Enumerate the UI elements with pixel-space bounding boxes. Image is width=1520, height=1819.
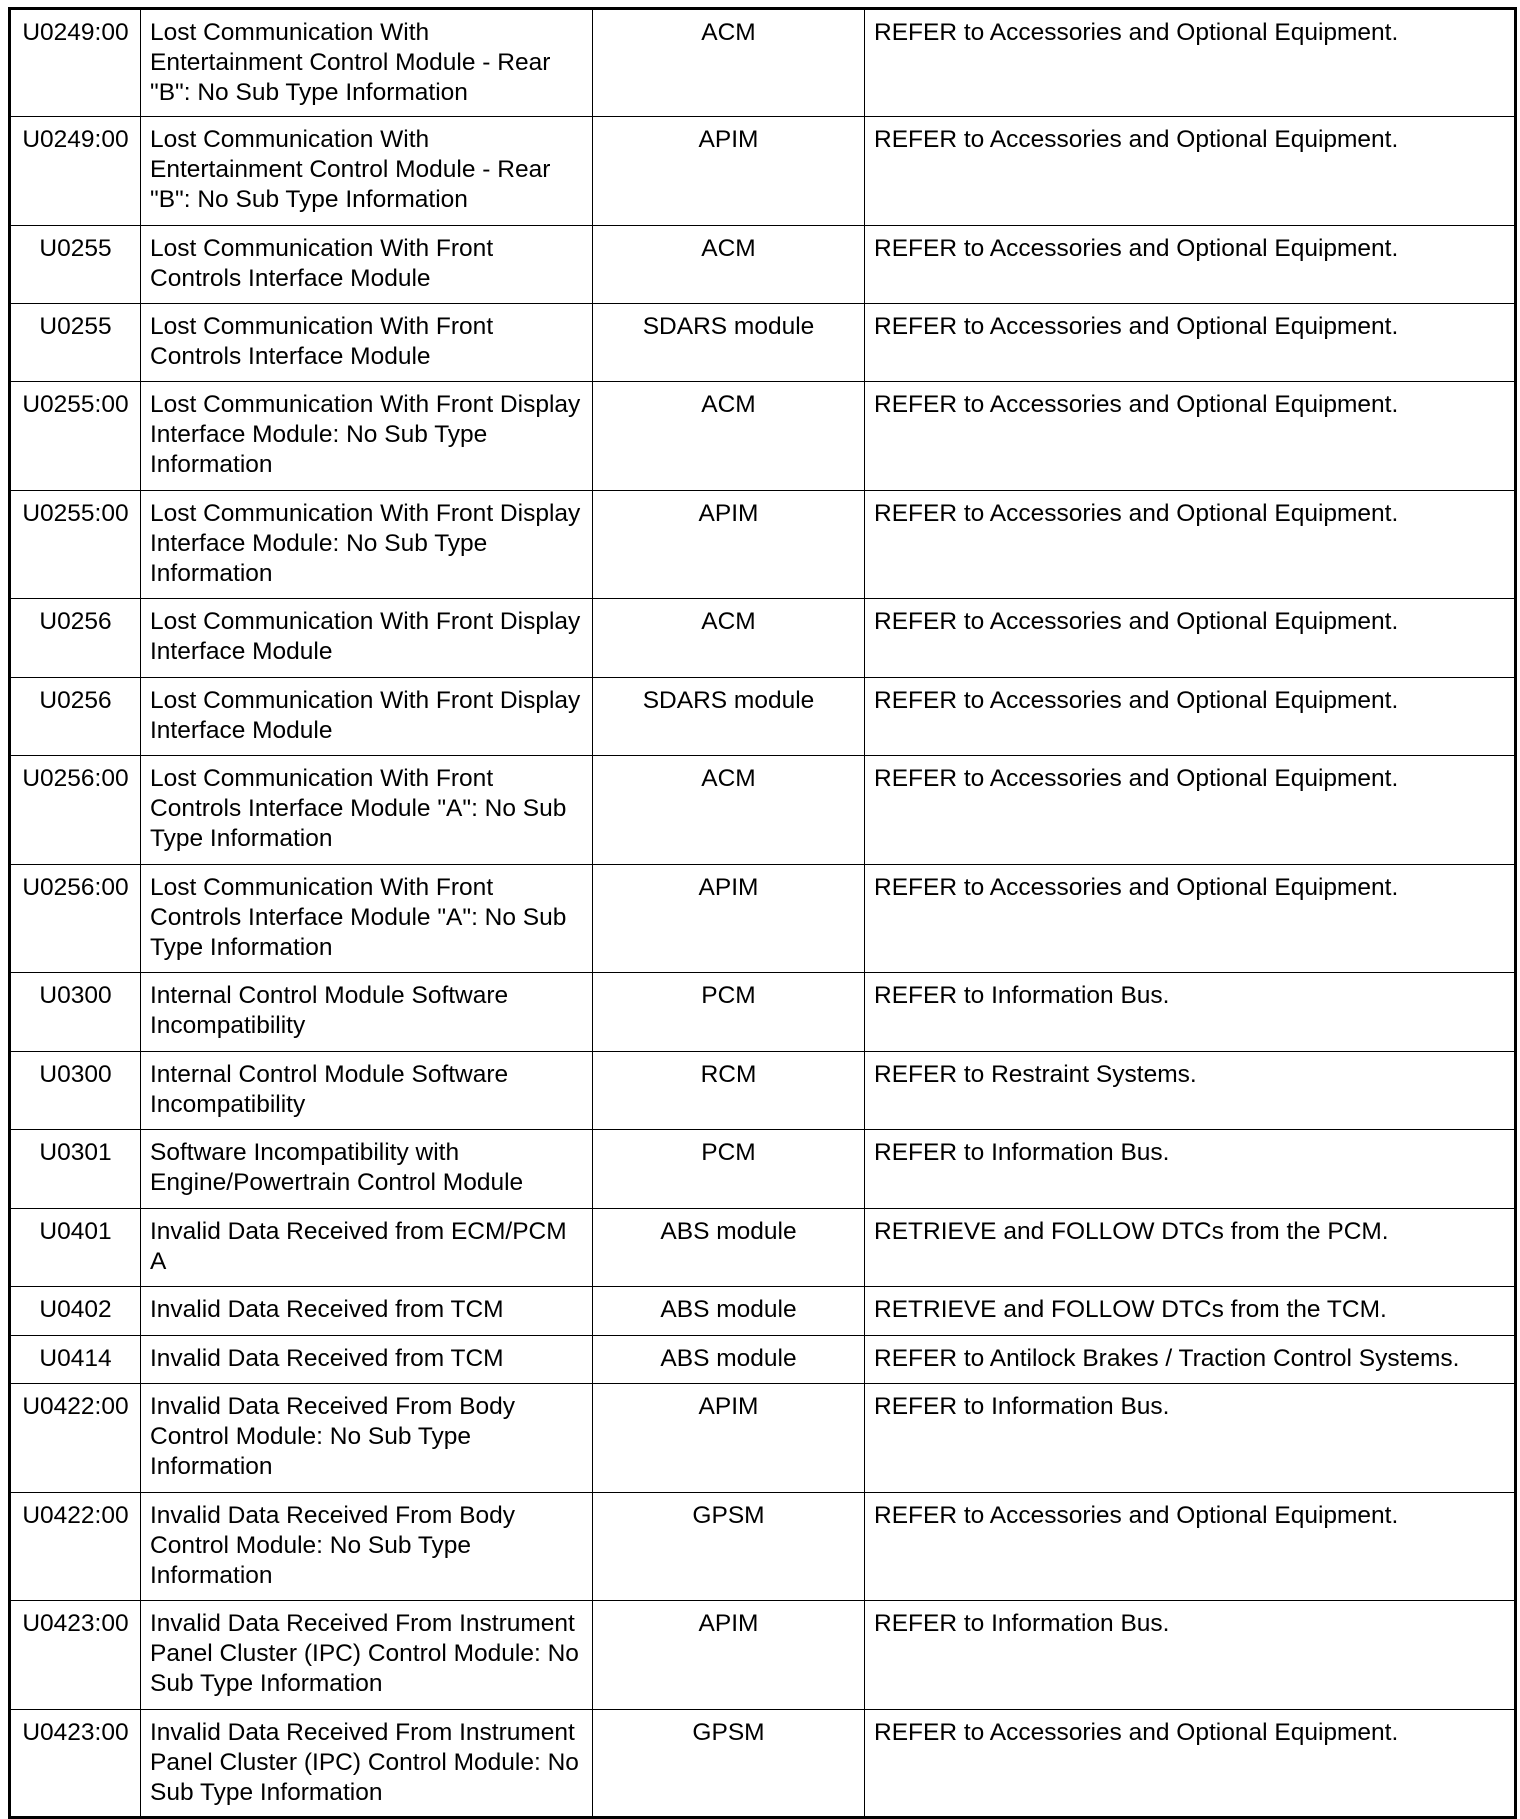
dtc-code-cell: U0255:00 — [10, 491, 141, 599]
dtc-description-cell: Invalid Data Received from TCM — [141, 1287, 593, 1336]
dtc-description-cell: Invalid Data Received From Body Control Module: No Sub Type Information — [141, 1493, 593, 1601]
module-cell: SDARS module — [593, 678, 865, 756]
dtc-description-cell: Lost Communication With Front Display Interface Module: No Sub Type Information — [141, 491, 593, 599]
action-cell: REFER to Restraint Systems. — [865, 1052, 1516, 1130]
dtc-description-cell: Lost Communication With Front Controls Interface Module "A": No Sub Type Information — [141, 756, 593, 865]
dtc-code-cell: U0256 — [10, 678, 141, 756]
dtc-code-cell: U0422:00 — [10, 1493, 141, 1601]
action-cell: REFER to Antilock Brakes / Traction Control Systems. — [865, 1336, 1516, 1384]
module-cell: GPSM — [593, 1710, 865, 1818]
dtc-code-cell: U0256:00 — [10, 865, 141, 973]
module-cell: APIM — [593, 491, 865, 599]
module-cell: SDARS module — [593, 304, 865, 382]
module-cell: ACM — [593, 226, 865, 304]
table-row — [10, 973, 1516, 1052]
dtc-code-cell: U0249:00 — [10, 117, 141, 226]
table-row — [10, 1384, 1516, 1493]
table-row — [10, 1287, 1516, 1336]
dtc-code-cell: U0414 — [10, 1336, 141, 1384]
module-cell: APIM — [593, 1384, 865, 1493]
dtc-description-cell: Invalid Data Received From Body Control Module: No Sub Type Information — [141, 1384, 593, 1493]
dtc-code-cell: U0402 — [10, 1287, 141, 1336]
action-cell: REFER to Accessories and Optional Equipment. — [865, 1493, 1516, 1601]
dtc-table-body — [10, 9, 1516, 1818]
dtc-description-cell: Lost Communication With Front Display Interface Module: No Sub Type Information — [141, 382, 593, 491]
dtc-description-cell: Invalid Data Received From Instrument Panel Cluster (IPC) Control Module: No Sub Type Information — [141, 1601, 593, 1710]
table-row — [10, 1601, 1516, 1710]
dtc-code-cell: U0300 — [10, 1052, 141, 1130]
dtc-code-cell: U0300 — [10, 973, 141, 1052]
dtc-code-cell: U0301 — [10, 1130, 141, 1209]
table-row — [10, 117, 1516, 226]
action-cell: REFER to Accessories and Optional Equipment. — [865, 1710, 1516, 1818]
dtc-description-cell: Lost Communication With Entertainment Control Module - Rear "B": No Sub Type Information — [141, 9, 593, 117]
module-cell: PCM — [593, 1130, 865, 1209]
action-cell: REFER to Accessories and Optional Equipment. — [865, 304, 1516, 382]
action-cell: REFER to Information Bus. — [865, 1601, 1516, 1710]
action-cell: REFER to Accessories and Optional Equipment. — [865, 678, 1516, 756]
dtc-code-cell: U0255 — [10, 304, 141, 382]
dtc-description-cell: Lost Communication With Front Controls Interface Module — [141, 304, 593, 382]
dtc-code-cell: U0423:00 — [10, 1710, 141, 1818]
module-cell: ABS module — [593, 1287, 865, 1336]
module-cell: APIM — [593, 1601, 865, 1710]
dtc-table — [8, 7, 1517, 1819]
module-cell: ABS module — [593, 1209, 865, 1287]
module-cell: ACM — [593, 382, 865, 491]
dtc-description-cell: Internal Control Module Software Incompatibility — [141, 973, 593, 1052]
dtc-code-cell: U0256 — [10, 599, 141, 678]
action-cell: RETRIEVE and FOLLOW DTCs from the PCM. — [865, 1209, 1516, 1287]
table-row — [10, 1336, 1516, 1384]
dtc-code-cell: U0422:00 — [10, 1384, 141, 1493]
module-cell: ABS module — [593, 1336, 865, 1384]
table-row — [10, 304, 1516, 382]
action-cell: REFER to Accessories and Optional Equipment. — [865, 226, 1516, 304]
dtc-description-cell: Internal Control Module Software Incompatibility — [141, 1052, 593, 1130]
table-row — [10, 1052, 1516, 1130]
action-cell: REFER to Accessories and Optional Equipment. — [865, 491, 1516, 599]
dtc-code-cell: U0255:00 — [10, 382, 141, 491]
module-cell: ACM — [593, 756, 865, 865]
table-row — [10, 491, 1516, 599]
dtc-description-cell: Lost Communication With Front Display Interface Module — [141, 678, 593, 756]
dtc-code-cell: U0255 — [10, 226, 141, 304]
table-row — [10, 678, 1516, 756]
action-cell: RETRIEVE and FOLLOW DTCs from the TCM. — [865, 1287, 1516, 1336]
table-row — [10, 226, 1516, 304]
action-cell: REFER to Accessories and Optional Equipment. — [865, 865, 1516, 973]
module-cell: ACM — [593, 9, 865, 117]
table-row — [10, 756, 1516, 865]
dtc-description-cell: Invalid Data Received from TCM — [141, 1336, 593, 1384]
table-row — [10, 865, 1516, 973]
dtc-code-cell: U0249:00 — [10, 9, 141, 117]
action-cell: REFER to Information Bus. — [865, 1130, 1516, 1209]
dtc-description-cell: Lost Communication With Entertainment Control Module - Rear "B": No Sub Type Information — [141, 117, 593, 226]
action-cell: REFER to Accessories and Optional Equipment. — [865, 9, 1516, 117]
module-cell: RCM — [593, 1052, 865, 1130]
table-row — [10, 1209, 1516, 1287]
table-row — [10, 599, 1516, 678]
table-row — [10, 1710, 1516, 1818]
dtc-code-cell: U0423:00 — [10, 1601, 141, 1710]
dtc-description-cell: Software Incompatibility with Engine/Powertrain Control Module — [141, 1130, 593, 1209]
dtc-description-cell: Lost Communication With Front Display Interface Module — [141, 599, 593, 678]
module-cell: PCM — [593, 973, 865, 1052]
action-cell: REFER to Accessories and Optional Equipment. — [865, 756, 1516, 865]
action-cell: REFER to Accessories and Optional Equipment. — [865, 117, 1516, 226]
module-cell: GPSM — [593, 1493, 865, 1601]
action-cell: REFER to Accessories and Optional Equipment. — [865, 599, 1516, 678]
dtc-description-cell: Invalid Data Received from ECM/PCM A — [141, 1209, 593, 1287]
table-row — [10, 1493, 1516, 1601]
action-cell: REFER to Information Bus. — [865, 973, 1516, 1052]
dtc-description-cell: Invalid Data Received From Instrument Panel Cluster (IPC) Control Module: No Sub Type Information — [141, 1710, 593, 1818]
dtc-code-cell: U0401 — [10, 1209, 141, 1287]
module-cell: APIM — [593, 117, 865, 226]
dtc-code-cell: U0256:00 — [10, 756, 141, 865]
dtc-description-cell: Lost Communication With Front Controls Interface Module "A": No Sub Type Information — [141, 865, 593, 973]
table-row — [10, 1130, 1516, 1209]
table-row — [10, 382, 1516, 491]
action-cell: REFER to Accessories and Optional Equipment. — [865, 382, 1516, 491]
table-row — [10, 9, 1516, 117]
action-cell: REFER to Information Bus. — [865, 1384, 1516, 1493]
dtc-description-cell: Lost Communication With Front Controls Interface Module — [141, 226, 593, 304]
module-cell: APIM — [593, 865, 865, 973]
module-cell: ACM — [593, 599, 865, 678]
